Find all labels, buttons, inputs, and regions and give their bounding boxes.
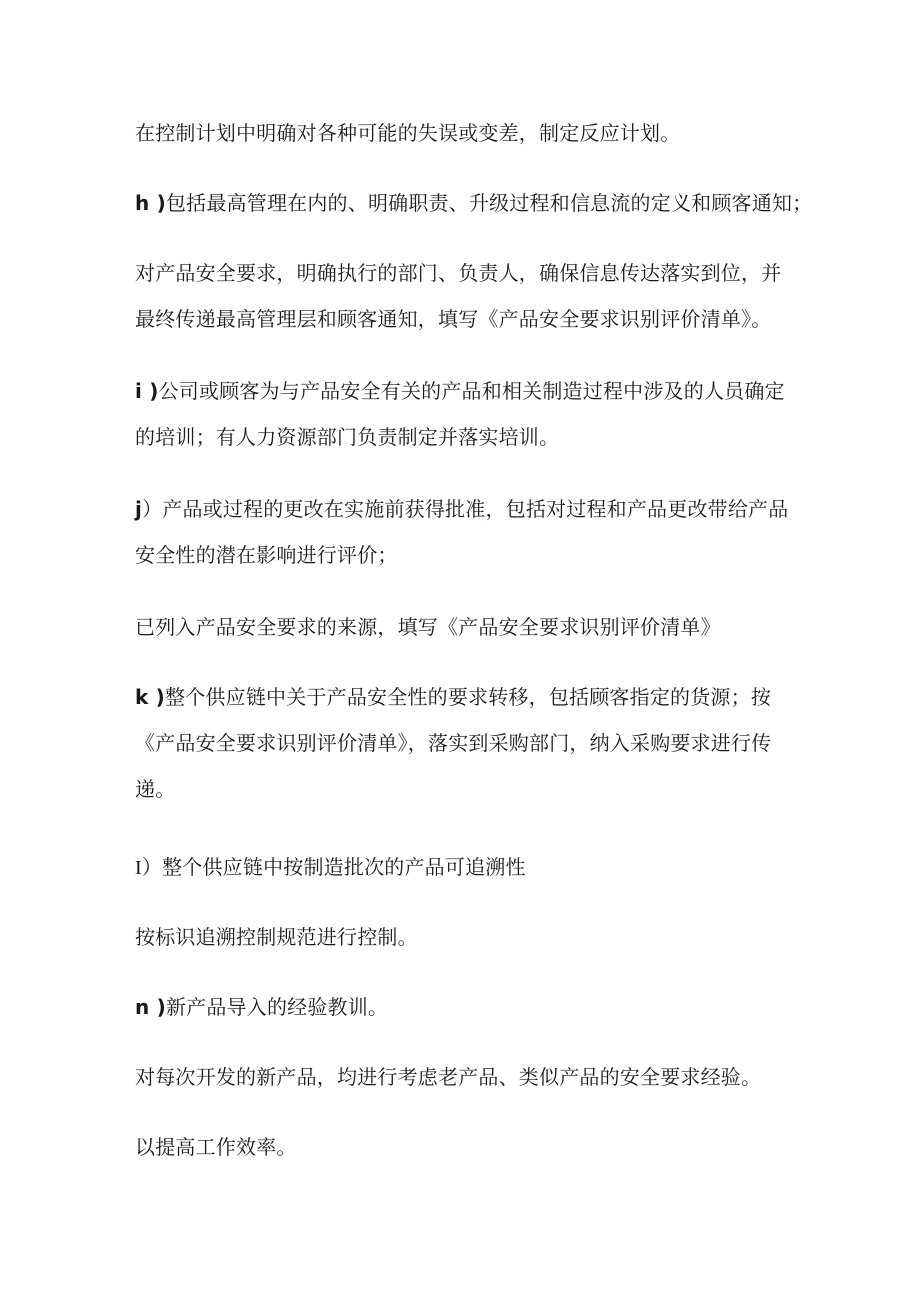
paragraph-item-k — [135, 674, 795, 812]
paragraph-text: 对每次开发的新产品，均进行考虑老产品、类似产品的安全要求经验。 — [135, 1065, 762, 1089]
paragraph-item-l — [135, 844, 795, 891]
paragraph-item-i — [135, 368, 795, 460]
item-marker-j: j — [135, 497, 143, 521]
paragraph-traceability-control — [135, 914, 795, 960]
item-marker-n: n ) — [135, 995, 166, 1019]
item-marker-h: h ) — [135, 191, 166, 215]
paragraph-text: 包括最高管理在内的、明确职责、升级过程和信息流的定义和顾客通知； — [165, 191, 813, 215]
item-marker-i: i ) — [135, 379, 159, 403]
paragraph-new-product-experience — [135, 1054, 795, 1100]
paragraph-text: 新产品导入的经验教训。 — [165, 995, 389, 1019]
paragraph-text: ）整个供应链中按制造批次的产品可追溯性 — [141, 855, 526, 879]
item-marker-k: k ) — [135, 685, 166, 709]
paragraph-text: 以提高工作效率。 — [135, 1135, 297, 1159]
paragraph-item-n — [135, 984, 795, 1030]
paragraph-safety-responsibility — [135, 250, 795, 342]
paragraph-text: ）产品或过程的更改在实施前获得批准，包括对过程和产品更改带给产品安全性的潜在影响进行评价； — [135, 497, 789, 567]
paragraph-text: 公司或顾客为与产品安全有关的产品和相关制造过程中涉及的人员确定的培训；有人力资源部门负责制定并落实培训。 — [135, 379, 785, 449]
paragraph-item-h — [135, 180, 813, 226]
paragraph-item-j — [135, 486, 795, 578]
paragraph-text: 按标识追溯控制规范进行控制。 — [135, 925, 418, 949]
paragraph-requirement-source — [135, 604, 795, 650]
paragraph-efficiency — [135, 1124, 795, 1170]
paragraph-reaction-plan — [135, 110, 795, 156]
paragraph-text: 在控制计划中明确对各种可能的失误或变差，制定反应计划。 — [135, 121, 681, 145]
item-marker-l: I — [135, 857, 142, 879]
paragraph-text: 对产品安全要求，明确执行的部门、负责人，确保信息传达落实到位，并最终传递最高管理层和顾客通知，填写《产品安全要求识别评价清单》。 — [135, 261, 782, 331]
paragraph-text: 整个供应链中关于产品安全性的要求转移，包括顾客指定的货源；按《产品安全要求识别评价清单》，落实到采购部门，纳入采购要求进行传递。 — [135, 685, 772, 801]
paragraph-text: 已列入产品安全要求的来源，填写《产品安全要求识别评价清单》 — [135, 615, 721, 639]
